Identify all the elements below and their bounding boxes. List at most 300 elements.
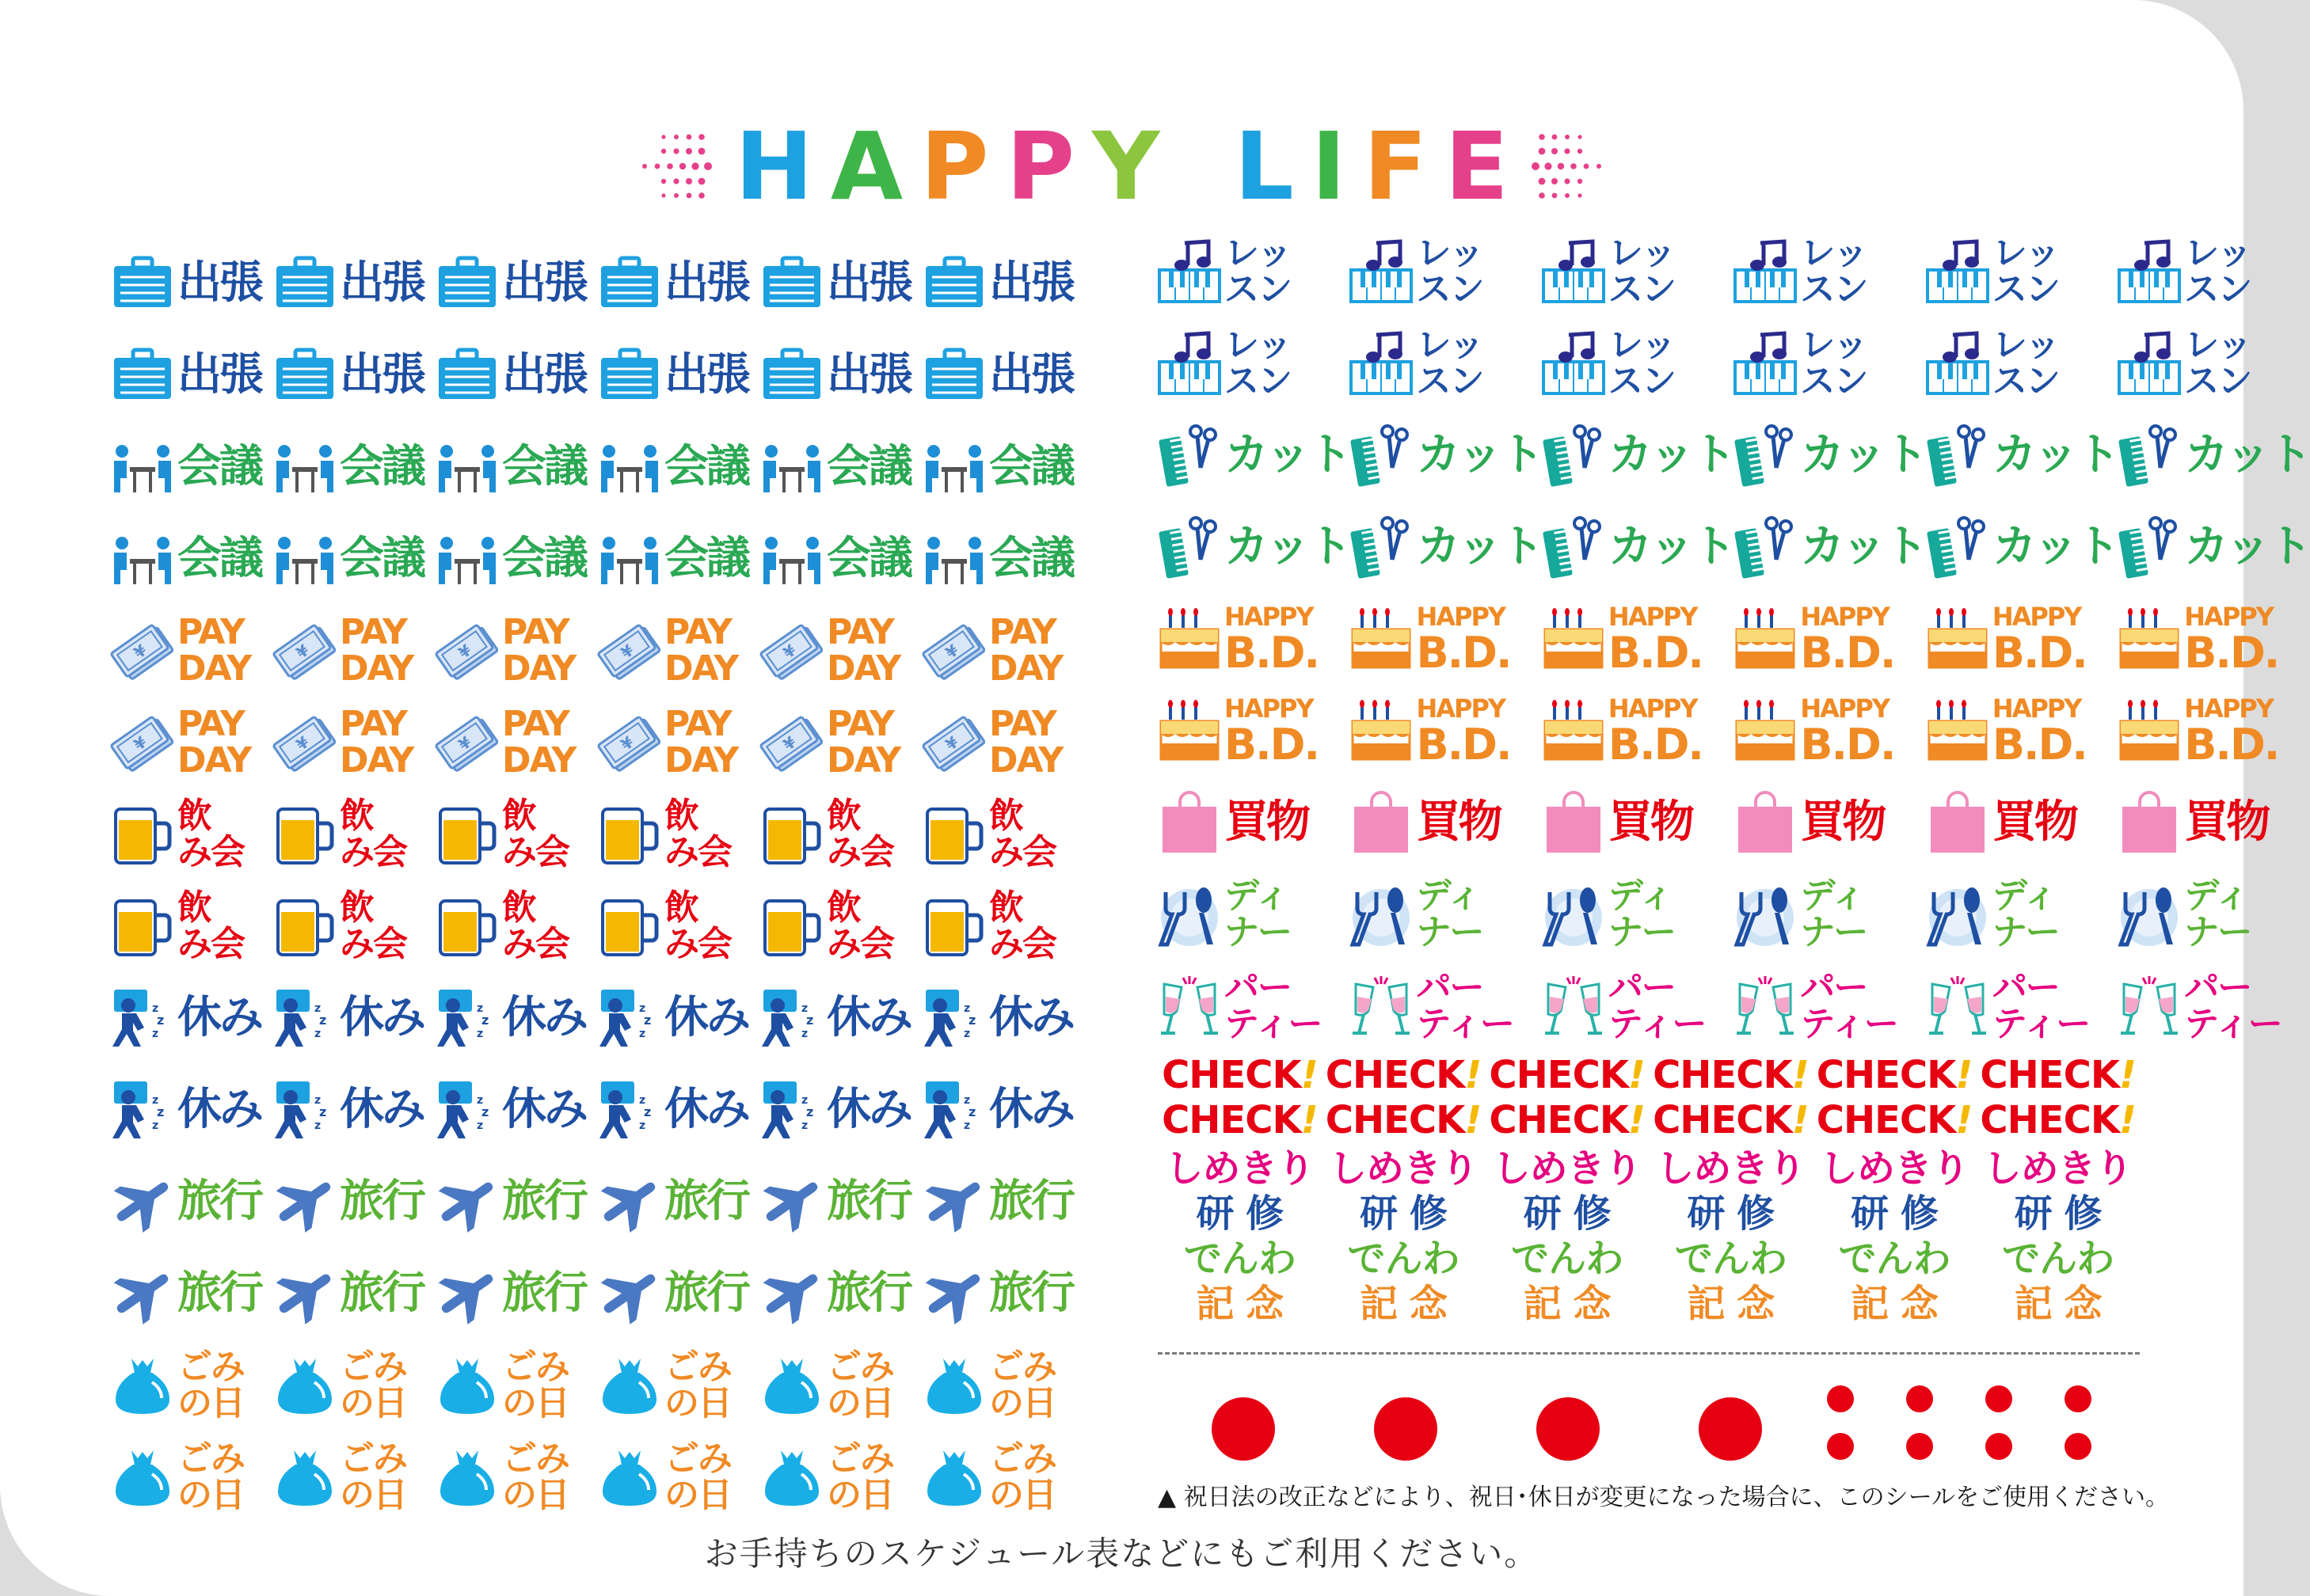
text-sticker[interactable] <box>1158 1052 1322 1097</box>
sticker-airplane[interactable] <box>111 1156 273 1248</box>
sticker-piano-note[interactable] <box>1926 317 2118 409</box>
sticker-beer-mug[interactable] <box>923 788 1085 880</box>
garbage-bag-icon <box>598 1446 661 1509</box>
sticker-sleeping-person[interactable] <box>923 972 1085 1064</box>
sticker-suitcase[interactable] <box>760 329 923 421</box>
suitcase-icon <box>923 252 986 315</box>
birthday-cake-icon <box>1158 607 1221 671</box>
sticker-meeting[interactable] <box>760 513 923 605</box>
sticker-label-line2: スン <box>1800 361 1867 401</box>
airplane-icon <box>436 1170 499 1233</box>
sticker-label-line1: HAPPY <box>1416 694 1505 724</box>
sticker-label <box>177 1438 244 1515</box>
holiday-dot-small[interactable] <box>2065 1433 2091 1460</box>
sticker-garbage-bag[interactable] <box>273 1431 436 1523</box>
svg-text:z: z <box>806 1104 814 1119</box>
piano-note-icon <box>2118 332 2181 395</box>
garbage-bag-icon <box>273 1446 337 1509</box>
sticker-label <box>177 887 244 964</box>
meeting-icon <box>760 527 824 591</box>
sticker-piano-note[interactable] <box>1542 317 1733 409</box>
sticker-sleeping-person[interactable] <box>760 972 923 1064</box>
sticker-comb-scissors[interactable] <box>1349 409 1541 501</box>
sticker-comb-scissors[interactable] <box>1926 501 2118 593</box>
sticker-piano-note[interactable] <box>2118 317 2309 409</box>
sticker-meeting[interactable] <box>923 421 1085 513</box>
sticker-airplane[interactable] <box>760 1248 923 1340</box>
sticker-beer-mug[interactable] <box>598 788 760 880</box>
sticker-suitcase[interactable] <box>598 238 760 329</box>
sleeping-person-icon <box>436 1078 499 1142</box>
sticker-label-line2: ナー <box>2184 912 2251 952</box>
sticker-piano-note[interactable] <box>1542 226 1733 317</box>
sticker-money[interactable] <box>436 605 598 697</box>
sticker-money[interactable] <box>598 605 760 697</box>
sticker-birthday-cake[interactable] <box>1733 685 1925 777</box>
text-sticker[interactable] <box>1485 1052 1649 1097</box>
sticker-meeting[interactable] <box>111 421 273 513</box>
sticker-birthday-cake[interactable] <box>1349 685 1541 777</box>
sticker-fork-spoon[interactable] <box>2118 868 2309 960</box>
comb-scissors-icon <box>1158 424 1221 487</box>
sticker-sleeping-person[interactable] <box>598 1064 760 1156</box>
airplane-icon <box>111 1170 174 1233</box>
piano-note-icon <box>1542 332 1605 395</box>
sticker-piano-note[interactable] <box>1158 226 1349 317</box>
sticker-label-line2: み会 <box>664 832 731 872</box>
sticker-suitcase[interactable] <box>111 238 273 329</box>
sticker-label-line1: PAY <box>340 704 406 744</box>
sticker-meeting[interactable] <box>273 513 436 605</box>
sticker-comb-scissors[interactable] <box>2118 501 2309 593</box>
text-sticker-label: しめきり <box>1165 1146 1315 1191</box>
text-sticker[interactable] <box>1485 1233 1649 1281</box>
cut-line-divider <box>1158 1352 2140 1355</box>
sticker-suitcase[interactable] <box>436 329 598 421</box>
sticker-label-line1: HAPPY <box>1992 694 2081 724</box>
fork-spoon-icon <box>1733 883 1797 946</box>
text-sticker[interactable] <box>1158 1233 1322 1281</box>
sticker-suitcase[interactable] <box>273 329 436 421</box>
text-sticker[interactable] <box>1322 1142 1486 1191</box>
text-sticker[interactable] <box>1813 1052 1977 1097</box>
sticker-beer-mug[interactable] <box>273 880 436 972</box>
sticker-comb-scissors[interactable] <box>1158 501 1349 593</box>
sticker-sleeping-person[interactable] <box>923 1064 1085 1156</box>
sticker-airplane[interactable] <box>436 1156 598 1248</box>
sticker-beer-mug[interactable] <box>436 788 598 880</box>
text-sticker[interactable] <box>1649 1278 1813 1326</box>
svg-text:z: z <box>644 1104 652 1119</box>
holiday-dot-small[interactable] <box>1906 1433 1933 1460</box>
svg-text:z: z <box>477 1119 484 1132</box>
airplane-icon <box>923 1170 986 1233</box>
comb-scissors-icon <box>1158 515 1221 579</box>
text-sticker[interactable] <box>1158 1097 1322 1142</box>
sticker-birthday-cake[interactable] <box>1158 685 1349 777</box>
svg-text:z: z <box>801 1002 809 1015</box>
sticker-label-line1: パー <box>1608 967 1675 1008</box>
sticker-label-line1: レッ <box>1992 325 2059 365</box>
sticker-birthday-cake[interactable] <box>1349 593 1541 685</box>
sticker-birthday-cake[interactable] <box>1542 685 1733 777</box>
sticker-comb-scissors[interactable] <box>1542 409 1733 501</box>
sticker-beer-mug[interactable] <box>760 788 923 880</box>
sticker-sleeping-person[interactable] <box>436 1064 598 1156</box>
sticker-label-line2: の日 <box>664 1383 731 1423</box>
sticker-airplane[interactable] <box>436 1248 598 1340</box>
sticker-label <box>1224 694 1319 770</box>
sticker-champagne-glasses[interactable] <box>1158 960 1349 1052</box>
sticker-label <box>827 706 900 779</box>
sticker-label-line2: み会 <box>664 924 731 964</box>
exclamation-accent: ! <box>1300 1052 1318 1097</box>
sticker-meeting[interactable] <box>111 513 273 605</box>
sticker-piano-note[interactable] <box>1733 226 1925 317</box>
sticker-label <box>827 614 900 687</box>
sticker-beer-mug[interactable] <box>111 880 273 972</box>
text-sticker[interactable] <box>1649 1142 1813 1191</box>
sticker-label-line2: スン <box>1416 269 1483 310</box>
text-sticker[interactable] <box>1813 1097 1977 1142</box>
sticker-label-line2: スン <box>1992 361 2059 401</box>
sticker-garbage-bag[interactable] <box>923 1340 1085 1431</box>
holiday-dot-large[interactable] <box>1699 1397 1762 1461</box>
sticker-shopping-bag[interactable] <box>1733 777 1925 868</box>
sticker-label: 会議 <box>177 533 261 584</box>
sticker-label-line1: ごみ <box>664 1438 731 1479</box>
text-sticker[interactable] <box>1322 1278 1486 1326</box>
text-sticker[interactable] <box>1322 1097 1486 1142</box>
sticker-suitcase[interactable] <box>923 329 1085 421</box>
sticker-label <box>1416 878 1482 951</box>
sticker-label-line1: 飲 <box>502 887 535 928</box>
sticker-label <box>502 887 569 964</box>
beer-mug-icon <box>273 803 337 866</box>
text-sticker[interactable] <box>1813 1188 1977 1236</box>
sticker-label: 休み <box>340 992 424 1043</box>
sticker-label-line2: B.D. <box>1800 628 1895 678</box>
text-sticker[interactable] <box>1322 1052 1486 1097</box>
sticker-piano-note[interactable] <box>1349 317 1541 409</box>
sticker-beer-mug[interactable] <box>598 880 760 972</box>
sticker-fork-spoon[interactable] <box>1733 868 1925 960</box>
sticker-label: 旅行 <box>664 1267 748 1319</box>
piano-note-icon <box>1733 332 1797 395</box>
text-sticker[interactable] <box>1649 1052 1813 1097</box>
sticker-comb-scissors[interactable] <box>1158 409 1349 501</box>
champagne-glasses-icon <box>1349 975 1413 1038</box>
svg-text:z: z <box>481 1013 489 1028</box>
sticker-label-line2: の日 <box>989 1475 1056 1515</box>
sticker-money[interactable] <box>760 697 923 788</box>
sticker-comb-scissors[interactable] <box>1733 501 1925 593</box>
text-sticker[interactable] <box>1813 1142 1977 1191</box>
sticker-birthday-cake[interactable] <box>1926 593 2118 685</box>
text-sticker[interactable] <box>1158 1188 1322 1236</box>
sticker-meeting[interactable] <box>760 421 923 513</box>
sticker-money[interactable] <box>273 605 436 697</box>
sticker-fork-spoon[interactable] <box>1158 868 1349 960</box>
garbage-bag-icon <box>436 1354 499 1417</box>
svg-text:z: z <box>152 1094 159 1107</box>
sticker-money[interactable] <box>923 605 1085 697</box>
sticker-suitcase[interactable] <box>436 238 598 329</box>
sticker-label: 休み <box>827 1084 911 1135</box>
sticker-piano-note[interactable] <box>1926 226 2118 317</box>
sticker-piano-note[interactable] <box>1158 317 1349 409</box>
sticker-suitcase[interactable] <box>273 238 436 329</box>
sticker-beer-mug[interactable] <box>111 788 273 880</box>
sticker-airplane[interactable] <box>923 1156 1085 1248</box>
sticker-sleeping-person[interactable] <box>273 1064 436 1156</box>
sticker-label-line1: HAPPY <box>1224 602 1313 632</box>
holiday-dot-large[interactable] <box>1374 1397 1437 1461</box>
sticker-airplane[interactable] <box>111 1248 273 1340</box>
sticker-garbage-bag[interactable] <box>923 1431 1085 1523</box>
sticker-label-line1: HAPPY <box>1800 694 1889 724</box>
holiday-dot-small[interactable] <box>1985 1433 2012 1460</box>
text-sticker[interactable] <box>1976 1188 2140 1236</box>
text-sticker[interactable] <box>1322 1233 1486 1281</box>
fork-spoon-icon <box>1349 883 1413 946</box>
sticker-label-line2: ナー <box>1992 912 2059 952</box>
sticker-meeting[interactable] <box>273 421 436 513</box>
text-sticker[interactable] <box>1649 1233 1813 1281</box>
birthday-cake-icon <box>1542 607 1605 671</box>
text-sticker[interactable] <box>1485 1278 1649 1326</box>
sticker-garbage-bag[interactable] <box>436 1340 598 1431</box>
comb-scissors-icon <box>2118 515 2181 579</box>
sticker-label-line2: の日 <box>827 1475 893 1515</box>
sticker-label <box>1800 694 1895 770</box>
sticker-airplane[interactable] <box>273 1156 436 1248</box>
money-icon <box>273 619 337 682</box>
sticker-garbage-bag[interactable] <box>598 1431 760 1523</box>
text-sticker[interactable] <box>1813 1278 1977 1326</box>
sticker-comb-scissors[interactable] <box>1926 409 2118 501</box>
text-sticker[interactable] <box>1976 1052 2140 1097</box>
sticker-champagne-glasses[interactable] <box>1926 960 2118 1052</box>
exclamation-accent: ! <box>1464 1052 1482 1097</box>
sticker-shopping-bag[interactable] <box>1158 777 1349 868</box>
sticker-piano-note[interactable] <box>1733 317 1925 409</box>
sticker-birthday-cake[interactable] <box>1926 685 2118 777</box>
sticker-champagne-glasses[interactable] <box>2118 960 2309 1052</box>
sticker-meeting[interactable] <box>436 421 598 513</box>
sticker-money[interactable] <box>760 605 923 697</box>
sticker-suitcase[interactable] <box>598 329 760 421</box>
sticker-champagne-glasses[interactable] <box>1542 960 1733 1052</box>
text-sticker-label: 記 念 <box>2014 1282 2102 1326</box>
text-sticker[interactable] <box>1976 1278 2140 1326</box>
svg-text:z: z <box>319 1104 327 1119</box>
sticker-label: 休み <box>989 992 1073 1043</box>
text-sticker[interactable] <box>1158 1278 1322 1326</box>
holiday-dot-small[interactable] <box>1827 1433 1854 1460</box>
sticker-sleeping-person[interactable] <box>111 1064 273 1156</box>
sticker-label <box>340 706 413 779</box>
text-sticker[interactable] <box>1976 1142 2140 1191</box>
sticker-sleeping-person[interactable] <box>436 972 598 1064</box>
sticker-beer-mug[interactable] <box>436 880 598 972</box>
garbage-bag-icon <box>273 1354 337 1417</box>
sticker-comb-scissors[interactable] <box>1733 409 1925 501</box>
sticker-birthday-cake[interactable] <box>1158 593 1349 685</box>
sticker-piano-note[interactable] <box>2118 226 2309 317</box>
text-sticker[interactable] <box>1322 1188 1486 1236</box>
sticker-label-line2: DAY <box>340 648 413 689</box>
sticker-suitcase[interactable] <box>111 329 273 421</box>
sticker-garbage-bag[interactable] <box>436 1431 598 1523</box>
text-sticker[interactable] <box>1158 1142 1322 1191</box>
garbage-bag-icon <box>111 1446 174 1509</box>
text-sticker[interactable] <box>1649 1188 1813 1236</box>
sticker-fork-spoon[interactable] <box>1349 868 1541 960</box>
sticker-garbage-bag[interactable] <box>760 1431 923 1523</box>
svg-text:z: z <box>477 1002 484 1015</box>
title-letter: F <box>1363 112 1428 221</box>
text-sticker[interactable] <box>1813 1233 1977 1281</box>
holiday-dot-small[interactable] <box>1827 1385 1854 1412</box>
sticker-beer-mug[interactable] <box>760 880 923 972</box>
comb-scissors-icon <box>1542 424 1605 487</box>
sticker-comb-scissors[interactable] <box>1349 501 1541 593</box>
sticker-money[interactable] <box>111 697 273 788</box>
holiday-dot-small[interactable] <box>2065 1385 2091 1412</box>
sticker-label <box>1224 235 1291 308</box>
holiday-dot-small[interactable] <box>1906 1385 1933 1412</box>
sticker-label: 出張 <box>177 257 261 309</box>
sticker-garbage-bag[interactable] <box>111 1431 273 1523</box>
sticker-label <box>1800 878 1867 951</box>
sticker-money[interactable] <box>111 605 273 697</box>
sticker-label-line2: DAY <box>989 648 1063 689</box>
piano-note-icon <box>1349 240 1413 303</box>
sticker-fork-spoon[interactable] <box>1542 868 1733 960</box>
sticker-birthday-cake[interactable] <box>1542 593 1733 685</box>
sticker-label-line2: み会 <box>502 832 569 872</box>
svg-text:¥: ¥ <box>455 640 475 663</box>
sticker-garbage-bag[interactable] <box>273 1340 436 1431</box>
airplane-icon <box>273 1262 337 1325</box>
text-sticker[interactable] <box>1976 1097 2140 1142</box>
sticker-airplane[interactable] <box>760 1156 923 1248</box>
sticker-label-line2: の日 <box>177 1383 244 1423</box>
sticker-birthday-cake[interactable] <box>2118 593 2309 685</box>
sticker-label-line1: ごみ <box>502 1347 569 1387</box>
sticker-airplane[interactable] <box>923 1248 1085 1340</box>
sticker-label <box>340 1438 406 1515</box>
text-sticker[interactable] <box>1485 1188 1649 1236</box>
birthday-cake-icon <box>1926 699 1989 762</box>
sticker-label-line1: HAPPY <box>1800 602 1889 632</box>
sticker-label <box>1224 602 1319 678</box>
sticker-label: 旅行 <box>989 1267 1073 1319</box>
text-sticker[interactable] <box>1649 1097 1813 1142</box>
meeting-icon <box>436 435 499 499</box>
sticker-beer-mug[interactable] <box>923 880 1085 972</box>
sticker-shopping-bag[interactable] <box>1349 777 1541 868</box>
sticker-shopping-bag[interactable] <box>1542 777 1733 868</box>
sticker-money[interactable] <box>923 697 1085 788</box>
sticker-birthday-cake[interactable] <box>2118 685 2309 777</box>
sticker-piano-note[interactable] <box>1349 226 1541 317</box>
sticker-meeting[interactable] <box>598 513 760 605</box>
sticker-airplane[interactable] <box>273 1248 436 1340</box>
sticker-sleeping-person[interactable] <box>598 972 760 1064</box>
sticker-garbage-bag[interactable] <box>111 1340 273 1431</box>
sticker-fork-spoon[interactable] <box>1926 868 2118 960</box>
holiday-dot-large[interactable] <box>1212 1397 1275 1461</box>
sticker-airplane[interactable] <box>598 1156 760 1248</box>
sticker-meeting[interactable] <box>436 513 598 605</box>
sticker-label-line2: B.D. <box>1416 720 1511 770</box>
sticker-champagne-glasses[interactable] <box>1733 960 1925 1052</box>
sticker-label-line2: スン <box>1224 269 1291 310</box>
sticker-shopping-bag[interactable] <box>1926 777 2118 868</box>
sticker-beer-mug[interactable] <box>273 788 436 880</box>
sticker-suitcase[interactable] <box>923 238 1085 329</box>
sticker-comb-scissors[interactable] <box>1542 501 1733 593</box>
fork-spoon-icon <box>1158 883 1221 946</box>
sticker-label-line1: ごみ <box>827 1438 893 1479</box>
sticker-garbage-bag[interactable] <box>760 1340 923 1431</box>
birthday-cake-icon <box>1733 699 1797 762</box>
meeting-icon <box>598 435 661 499</box>
sticker-label: カット <box>1608 521 1734 572</box>
sticker-meeting[interactable] <box>923 513 1085 605</box>
sticker-comb-scissors[interactable] <box>2118 409 2309 501</box>
sticker-birthday-cake[interactable] <box>1733 593 1925 685</box>
sticker-money[interactable] <box>273 697 436 788</box>
sticker-sleeping-person[interactable] <box>760 1064 923 1156</box>
sticker-label-line1: ディ <box>1992 876 2057 916</box>
svg-text:z: z <box>639 1028 646 1040</box>
sticker-label-line1: 飲 <box>340 887 373 928</box>
svg-text:z: z <box>964 1119 971 1132</box>
sticker-champagne-glasses[interactable] <box>1349 960 1541 1052</box>
sticker-label <box>664 706 737 779</box>
sticker-suitcase[interactable] <box>760 238 923 329</box>
sticker-sleeping-person[interactable] <box>273 972 436 1064</box>
sticker-label: 旅行 <box>502 1267 586 1319</box>
sticker-label-line1: ごみ <box>340 1438 406 1479</box>
sticker-label-line2: B.D. <box>1224 628 1319 678</box>
sticker-garbage-bag[interactable] <box>598 1340 760 1431</box>
sticker-airplane[interactable] <box>598 1248 760 1340</box>
sticker-label: カット <box>2184 521 2310 572</box>
holiday-dot-small[interactable] <box>1985 1385 2012 1412</box>
shopping-bag-icon <box>1926 791 1989 854</box>
champagne-glasses-icon <box>1926 975 1989 1038</box>
holiday-dot-large[interactable] <box>1536 1397 1600 1461</box>
sticker-meeting[interactable] <box>598 421 760 513</box>
sticker-sleeping-person[interactable] <box>111 972 273 1064</box>
title-letter: I <box>1311 112 1346 221</box>
text-sticker-label: しめきり <box>1819 1146 1969 1191</box>
text-sticker[interactable] <box>1485 1142 1649 1191</box>
sticker-label-line1: 飲 <box>989 887 1022 928</box>
sticker-shopping-bag[interactable] <box>2118 777 2309 868</box>
sticker-money[interactable] <box>436 697 598 788</box>
sticker-label-line1: レッ <box>1416 325 1483 365</box>
text-sticker[interactable] <box>1485 1097 1649 1142</box>
beer-mug-icon <box>598 803 661 866</box>
sticker-money[interactable] <box>598 697 760 788</box>
sticker-label-line2: B.D. <box>1416 628 1511 678</box>
text-sticker[interactable] <box>1976 1233 2140 1281</box>
